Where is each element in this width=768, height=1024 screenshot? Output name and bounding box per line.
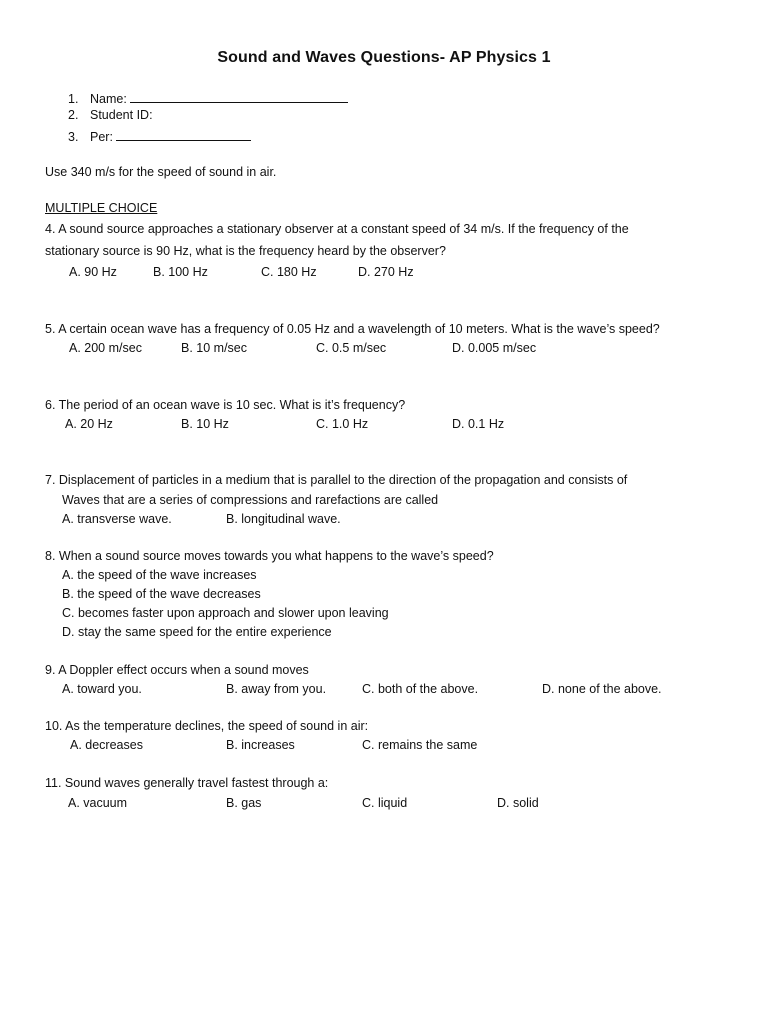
option-c: C. becomes faster upon approach and slower upon leaving <box>62 606 389 620</box>
option-c: C. 1.0 Hz <box>316 417 369 431</box>
option-a: A. 20 Hz <box>65 417 113 431</box>
option-c: C. remains the same <box>362 738 478 752</box>
option-c: C. 0.5 m/sec <box>316 341 387 355</box>
speed-of-sound-note: Use 340 m/s for the speed of sound in air. <box>45 165 277 179</box>
option-b: B. gas <box>226 796 262 810</box>
question-8-text: 8. When a sound source moves towards you what happens to the wave’s speed? <box>45 549 494 563</box>
option-a: A. toward you. <box>62 682 142 696</box>
option-b: B. longitudinal wave. <box>226 512 341 526</box>
info-number: 3. <box>68 130 79 144</box>
question-6-text: 6. The period of an ocean wave is 10 sec. What is it’s frequency? <box>45 398 406 412</box>
info-number: 1. <box>68 92 79 106</box>
option-a: A. transverse wave. <box>62 512 172 526</box>
period-label: Per: <box>90 130 113 144</box>
option-d: D. 270 Hz <box>358 265 414 279</box>
option-d: D. solid <box>497 796 539 810</box>
option-d: D. 0.1 Hz <box>452 417 505 431</box>
option-d: D. 0.005 m/sec <box>452 341 537 355</box>
option-a: A. the speed of the wave increases <box>62 568 257 582</box>
option-b: B. 100 Hz <box>153 265 208 279</box>
option-b: B. away from you. <box>226 682 327 696</box>
period-blank-line[interactable] <box>116 127 251 141</box>
page-title: Sound and Waves Questions- AP Physics 1 <box>217 49 551 66</box>
name-label: Name: <box>90 92 127 106</box>
option-b: B. 10 Hz <box>181 417 229 431</box>
name-field <box>68 89 348 106</box>
info-number: 2. <box>68 108 79 122</box>
section-heading: MULTIPLE CHOICE <box>45 201 158 215</box>
option-a: A. decreases <box>70 738 143 752</box>
question-5-text: 5. A certain ocean wave has a frequency of 0.05 Hz and a wavelength of 10 meters. What is the wave’s speed? <box>45 322 660 336</box>
name-blank-line[interactable] <box>130 89 348 103</box>
option-b: B. increases <box>226 738 295 752</box>
option-a: A. vacuum <box>68 796 128 810</box>
question-9-text: 9. A Doppler effect occurs when a sound moves <box>45 663 309 677</box>
student-id-label: Student ID: <box>90 108 153 122</box>
student-id-field <box>68 108 153 122</box>
option-c: C. liquid <box>362 796 408 810</box>
question-7-text: Waves that are a series of compressions and rarefactions are called <box>62 493 439 507</box>
option-b: B. 10 m/sec <box>181 341 247 355</box>
question-10-text: 10. As the temperature declines, the speed of sound in air: <box>45 719 369 733</box>
option-d: D. stay the same speed for the entire experience <box>62 625 332 639</box>
option-c: C. both of the above. <box>362 682 479 696</box>
option-c: C. 180 Hz <box>261 265 317 279</box>
option-a: A. 200 m/sec <box>69 341 142 355</box>
option-b: B. the speed of the wave decreases <box>62 587 261 601</box>
question-4-text: stationary source is 90 Hz, what is the frequency heard by the observer? <box>45 244 446 258</box>
period-field <box>68 127 251 144</box>
question-11-text: 11. Sound waves generally travel fastest through a: <box>45 776 329 790</box>
option-a: A. 90 Hz <box>69 265 117 279</box>
option-d: D. none of the above. <box>542 682 662 696</box>
question-4-text: 4. A sound source approaches a stationary observer at a constant speed of 34 m/s. If the frequency of the <box>45 222 629 236</box>
question-7-text: 7. Displacement of particles in a medium that is parallel to the direction of the propagation and consists of <box>45 473 628 487</box>
